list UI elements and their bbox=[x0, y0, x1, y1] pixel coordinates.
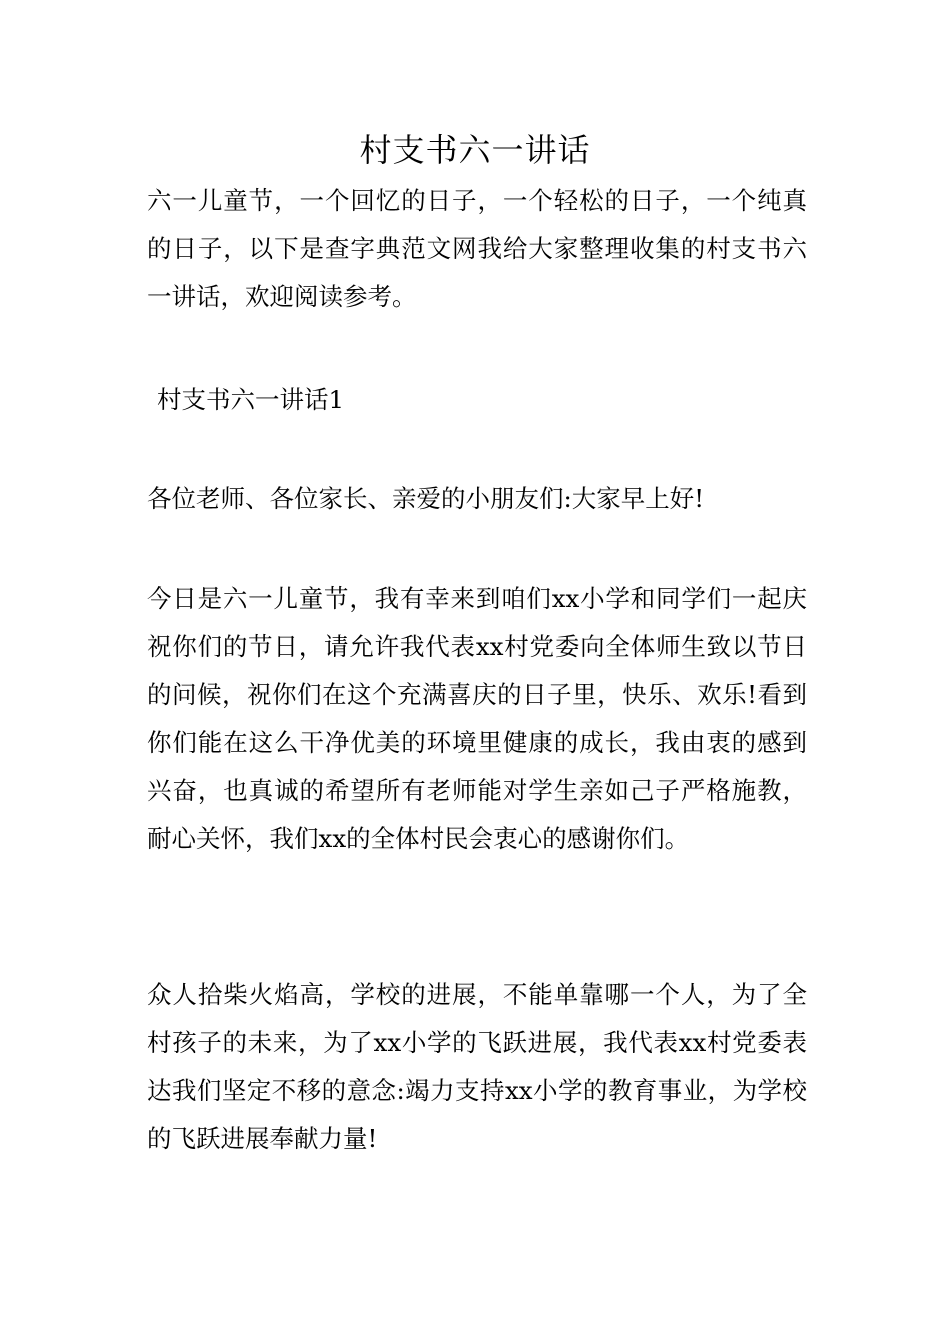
section-heading: 村支书六一讲话1 bbox=[157, 385, 345, 414]
body-paragraph-1: 今日是六一儿童节，我有幸来到咱们xx小学和同学们一起庆祝你们的节日，请允许我代表xx村党委向全体师生致以节日的问候，祝你们在这个充满喜庆的日子里，快乐、欢乐!看到你们能在这么干净优美的环境里健康的成长，我由衷的感到兴奋，也真诚的希望所有老师能对学生亲如己子严格施教，耐心关怀，我们xx的全体村民会衷心的感谢你们。 bbox=[147, 584, 807, 853]
greeting-paragraph: 各位老师、各位家长、亲爱的小朋友们:大家早上好! bbox=[147, 484, 705, 513]
document-title: 村支书六一讲话 bbox=[359, 131, 591, 169]
intro-paragraph: 六一儿童节，一个回忆的日子，一个轻松的日子，一个纯真的日子，以下是查字典范文网我给大家整理收集的村支书六一讲话，欢迎阅读参考。 bbox=[147, 186, 807, 311]
body-paragraph-2: 众人拾柴火焰高，学校的进展，不能单靠哪一个人，为了全村孩子的未来，为了xx小学的飞跃进展，我代表xx村党委表达我们坚定不移的意念:竭力支持xx小学的教育事业，为学校的飞跃进展奉献力量! bbox=[147, 980, 807, 1153]
